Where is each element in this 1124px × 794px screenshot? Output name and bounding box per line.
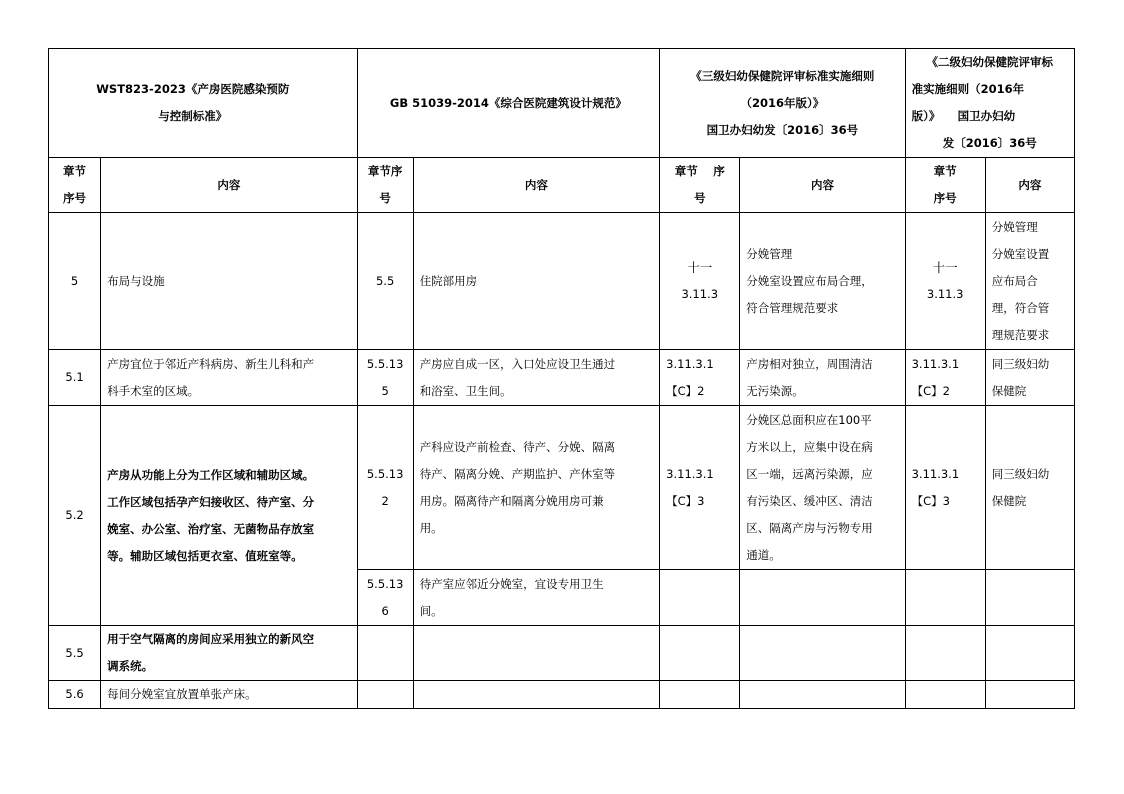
content-cell: 分娩区总面积应在100平 方米以上，应集中设在病 区一端，远离污染源，应 有污染区、缓冲区、清洁 区、隔离产房与污物专用 通道。 <box>740 406 905 570</box>
chapter-number: 十一 3.11.3 <box>660 213 740 350</box>
standard-gb51039-header: GB 51039-2014《综合医院建筑设计规范》 <box>357 49 660 158</box>
empty-cell <box>660 570 740 626</box>
empty-cell <box>660 681 740 709</box>
empty-cell <box>740 570 905 626</box>
chapter-number: 5.6 <box>49 681 101 709</box>
content-cell: 产科应设产前检查、待产、分娩、隔离 待产、隔离分娩、产期监护、产休室等 用房。隔离待产和隔离分娩用房可兼 用。 <box>413 406 659 570</box>
chapter-number: 3.11.3.1 【C】3 <box>905 406 985 570</box>
content-header: 内容 <box>740 158 905 213</box>
chapter-number: 5 <box>49 213 101 350</box>
content-cell: 分娩管理 分娩室设置应布局合理， 符合管理规范要求 <box>740 213 905 350</box>
chapter-number-header: 章节 序 号 <box>660 158 740 213</box>
chapter-number: 3.11.3.1 【C】2 <box>660 350 740 406</box>
content-header: 内容 <box>985 158 1074 213</box>
chapter-number: 5.5.13 6 <box>357 570 413 626</box>
content-cell: 住院部用房 <box>413 213 659 350</box>
chapter-number-header: 章节 序号 <box>49 158 101 213</box>
empty-cell <box>740 626 905 681</box>
content-cell: 待产室应邻近分娩室，宜设专用卫生 间。 <box>413 570 659 626</box>
chapter-number: 5.1 <box>49 350 101 406</box>
standard-header-row <box>49 49 1075 158</box>
content-cell: 用于空气隔离的房间应采用独立的新风空 调系统。 <box>101 626 358 681</box>
content-cell: 同三级妇幼 保健院 <box>985 350 1074 406</box>
content-cell: 产房从功能上分为工作区域和辅助区域。 工作区域包括孕产妇接收区、待产室、分 娩室、办公室、治疗室、无菌物品存放室 等。辅助区域包括更衣室、值班室等。 <box>101 406 358 626</box>
chapter-number: 5.5 <box>49 626 101 681</box>
chapter-number: 5.5 <box>357 213 413 350</box>
chapter-number: 5.5.13 5 <box>357 350 413 406</box>
table-row <box>49 213 1075 350</box>
content-cell: 布局与设施 <box>101 213 358 350</box>
empty-cell <box>357 626 413 681</box>
empty-cell <box>985 681 1074 709</box>
chapter-number: 十一 3.11.3 <box>905 213 985 350</box>
empty-cell <box>357 681 413 709</box>
standards-comparison-table <box>48 48 1075 709</box>
empty-cell <box>905 570 985 626</box>
empty-cell <box>985 570 1074 626</box>
content-cell: 产房应自成一区，入口处应设卫生通过 和浴室、卫生间。 <box>413 350 659 406</box>
empty-cell <box>413 681 659 709</box>
empty-cell <box>413 626 659 681</box>
content-cell: 产房相对独立，周围清洁 无污染源。 <box>740 350 905 406</box>
table-row <box>49 681 1075 709</box>
chapter-number: 3.11.3.1 【C】2 <box>905 350 985 406</box>
chapter-number-header: 章节序 号 <box>357 158 413 213</box>
empty-cell <box>740 681 905 709</box>
content-cell: 每间分娩室宜放置单张产床。 <box>101 681 358 709</box>
content-header: 内容 <box>101 158 358 213</box>
standard-secondary-header: 《二级妇幼保健院评审标 准实施细则（2016年 版）》 国卫办妇幼 发〔2016〕36号 <box>905 49 1074 158</box>
chapter-number: 5.2 <box>49 406 101 626</box>
empty-cell <box>905 681 985 709</box>
empty-cell <box>905 626 985 681</box>
empty-cell <box>660 626 740 681</box>
table-row <box>49 350 1075 406</box>
standard-wst823-header: WST823-2023《产房医院感染预防与控制标准》 <box>49 49 358 158</box>
chapter-number: 3.11.3.1 【C】3 <box>660 406 740 570</box>
table-row <box>49 406 1075 570</box>
chapter-number-header: 章节 序号 <box>905 158 985 213</box>
chapter-number: 5.5.13 2 <box>357 406 413 570</box>
content-cell: 分娩管理 分娩室设置 应布局合 理，符合管 理规范要求 <box>985 213 1074 350</box>
content-header: 内容 <box>413 158 659 213</box>
empty-cell <box>985 626 1074 681</box>
table-row <box>49 626 1075 681</box>
content-cell: 同三级妇幼 保健院 <box>985 406 1074 570</box>
standard-tertiary-header: 《三级妇幼保健院评审标准实施细则 （2016年版）》 国卫办妇幼发〔2016〕36号 <box>660 49 905 158</box>
column-header-row <box>49 158 1075 213</box>
content-cell: 产房宜位于邻近产科病房、新生儿科和产 科手术室的区域。 <box>101 350 358 406</box>
